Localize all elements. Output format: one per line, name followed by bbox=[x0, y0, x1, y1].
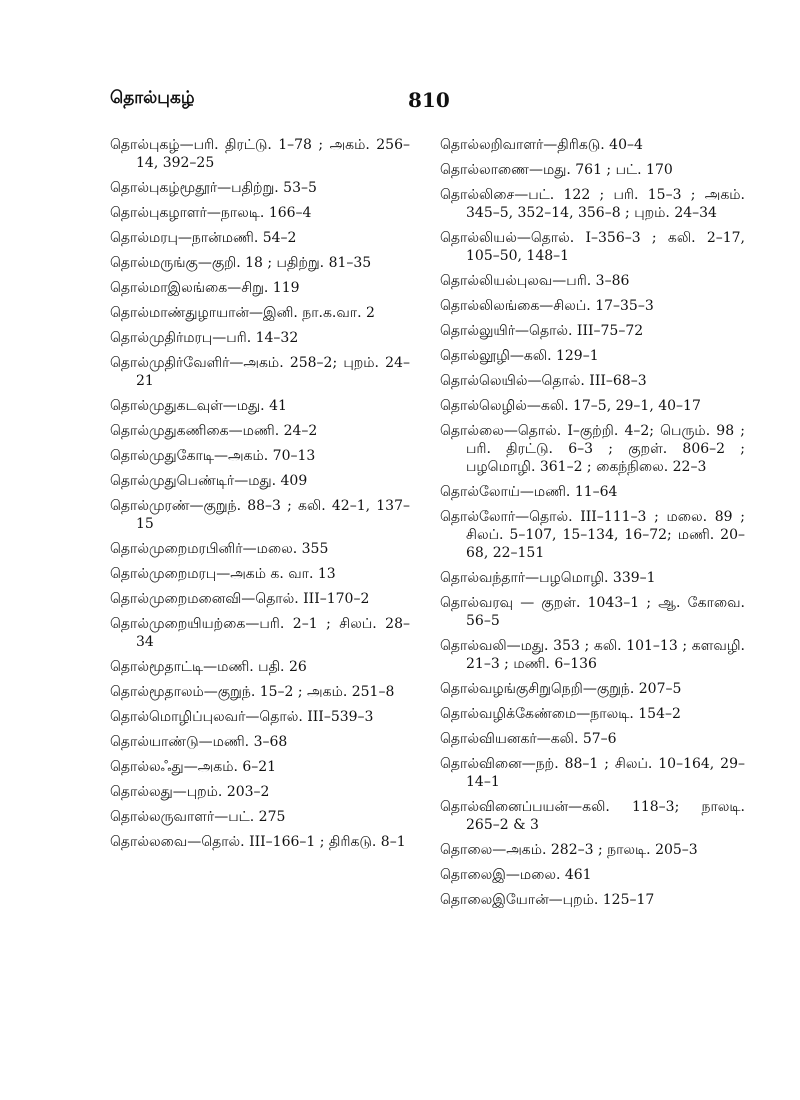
index-entry: தொல்முதுகோடி—அகம். 70–13 bbox=[110, 448, 316, 464]
index-entry: தொல்வந்தார்—பழமொழி. 339–1 bbox=[440, 570, 656, 586]
index-entry: தொல்முறையியற்கை—பரி. 2–1 ; சிலப். 28–34 bbox=[110, 616, 410, 650]
index-entry: தொல்முதிர்மரபு—பரி. 14–32 bbox=[110, 330, 299, 346]
index-entry: தொல்லெயில்—தொல். III–68–3 bbox=[440, 373, 647, 389]
index-entry: தொல்வழங்குசிறுநெறி—குறுந். 207–5 bbox=[440, 681, 682, 697]
index-entry: தொல்லுயிர்—தொல். III–75–72 bbox=[440, 323, 644, 339]
index-entry: தொல்முதிர்வேளிர்—அகம். 258–2; புறம். 24–21 bbox=[110, 355, 410, 389]
index-entry: தொல்வினை—நற். 88–1 ; சிலப். 10–164, 29–14–1 bbox=[440, 756, 745, 790]
index-entry: தொல்லறிவாளர்—திரிகடு. 40–4 bbox=[440, 137, 643, 153]
index-entry: தொல்முறைமரபினிர்—மலை. 355 bbox=[110, 541, 329, 557]
index-entry: தொல்லூழி—கலி. 129–1 bbox=[440, 348, 599, 364]
index-entry: தொல்லோர்—தொல். III–111–3 ; மலை. 89 ; சிலப். 5–107, 15–134, 16–72; மணி. 20–68, 22–151 bbox=[440, 509, 745, 561]
index-entry: தொல்மூதாட்டி—மணி. பதி. 26 bbox=[110, 659, 307, 675]
index-entry: தொல்லது—புறம். 203–2 bbox=[110, 784, 270, 800]
index-entry: தொல்முதுகடவுள்—மது. 41 bbox=[110, 398, 287, 414]
right-column bbox=[440, 136, 745, 916]
left-column bbox=[110, 136, 410, 858]
index-entry: தொலைஇயோன்—புறம். 125–17 bbox=[440, 892, 655, 908]
index-entry: தொல்முதுபெண்டிர்—மது. 409 bbox=[110, 473, 308, 489]
index-entry: தொல்மாண்துழாயான்—இனி. நா.க.வா. 2 bbox=[110, 305, 375, 321]
index-entry: தொல்யாண்டு—மணி. 3–68 bbox=[110, 734, 288, 750]
page-number: 810 bbox=[408, 88, 450, 112]
index-entry: தொல்லை—தொல். I–குற்றி. 4–2; பெரும். 98 ; பரி. திரட்டு. 6–3 ; குறள். 806–2 ; பழமொழி. 361–2 ; கைந்நிலை. 22–3 bbox=[440, 423, 745, 475]
index-entry: தொல்வினைப்பயன்—கலி. 118–3; நாலடி. 265–2 & 3 bbox=[440, 799, 745, 833]
index-entry: தொல்முறைமனைவி—தொல். III–170–2 bbox=[110, 591, 370, 607]
index-entry: தொலை—அகம். 282–3 ; நாலடி. 205–3 bbox=[440, 842, 698, 858]
index-entry: தொல்புகழ்—பரி. திரட்டு. 1–78 ; அகம். 256–14, 392–25 bbox=[110, 137, 410, 171]
index-entry: தொல்லாணை—மது. 761 ; பட். 170 bbox=[440, 162, 673, 178]
index-entry: தொல்மாஇலங்கை—சிறு. 119 bbox=[110, 280, 300, 296]
index-entry: தொல்முரண்—குறுந். 88–3 ; கலி. 42–1, 137–15 bbox=[110, 498, 410, 532]
index-entry: தொல்லிலங்கை—சிலப். 17–35–3 bbox=[440, 298, 654, 314]
index-entry: தொல்வலி—மது. 353 ; கலி. 101–13 ; களவழி. 21–3 ; மணி. 6–136 bbox=[440, 638, 745, 672]
index-entry: தொல்லெழில்—கலி. 17–5, 29–1, 40–17 bbox=[440, 398, 701, 414]
index-entry: தொல்முறைமரபு—அகம் க. வா. 13 bbox=[110, 566, 336, 582]
index-entry: தொல்மருங்கு—குறி. 18 ; பதிற்று. 81–35 bbox=[110, 255, 372, 271]
index-entry: தொல்லருவாளர்—பட். 275 bbox=[110, 809, 286, 825]
index-entry: தொல்லியல்—தொல். I–356–3 ; கலி. 2–17, 105–50, 148–1 bbox=[440, 230, 745, 264]
index-entry: தொல்லஃது—அகம். 6–21 bbox=[110, 759, 277, 775]
index-entry: தொல்மூதாலம்—குறுந். 15–2 ; அகம். 251–8 bbox=[110, 684, 395, 700]
index-entry: தொல்புகழாளர்—நாலடி. 166–4 bbox=[110, 205, 312, 221]
index-entry: தொல்வியனகர்—கலி. 57–6 bbox=[440, 731, 617, 747]
index-entry: தொல்லோய்—மணி. 11–64 bbox=[440, 484, 618, 500]
index-entry: தொல்புகழ்மூதூர்—பதிற்று. 53–5 bbox=[110, 180, 317, 196]
index-entry: தொல்முதுகணிகை—மணி. 24–2 bbox=[110, 423, 318, 439]
index-entry: தொல்வரவு — குறள். 1043–1 ; ஆ. கோவை. 56–5 bbox=[440, 595, 745, 629]
index-entry: தொல்லியல்புலவ—பரி. 3–86 bbox=[440, 273, 630, 289]
index-entry: தொல்மொழிப்புலவர்—தொல். III–539–3 bbox=[110, 709, 374, 725]
index-entry: தொல்வழிக்கேண்மை—நாலடி. 154–2 bbox=[440, 706, 681, 722]
running-head: தொல்புகழ் bbox=[110, 88, 195, 108]
index-entry: தொல்லவை—தொல். III–166–1 ; திரிகடு. 8–1 bbox=[110, 834, 406, 850]
index-entry: தொல்மரபு—நான்மணி. 54–2 bbox=[110, 230, 297, 246]
index-entry: தொலைஇ—மலை. 461 bbox=[440, 867, 592, 883]
index-entry: தொல்லிசை—பட். 122 ; பரி. 15–3 ; அகம். 345–5, 352–14, 356–8 ; புறம். 24–34 bbox=[440, 187, 745, 221]
